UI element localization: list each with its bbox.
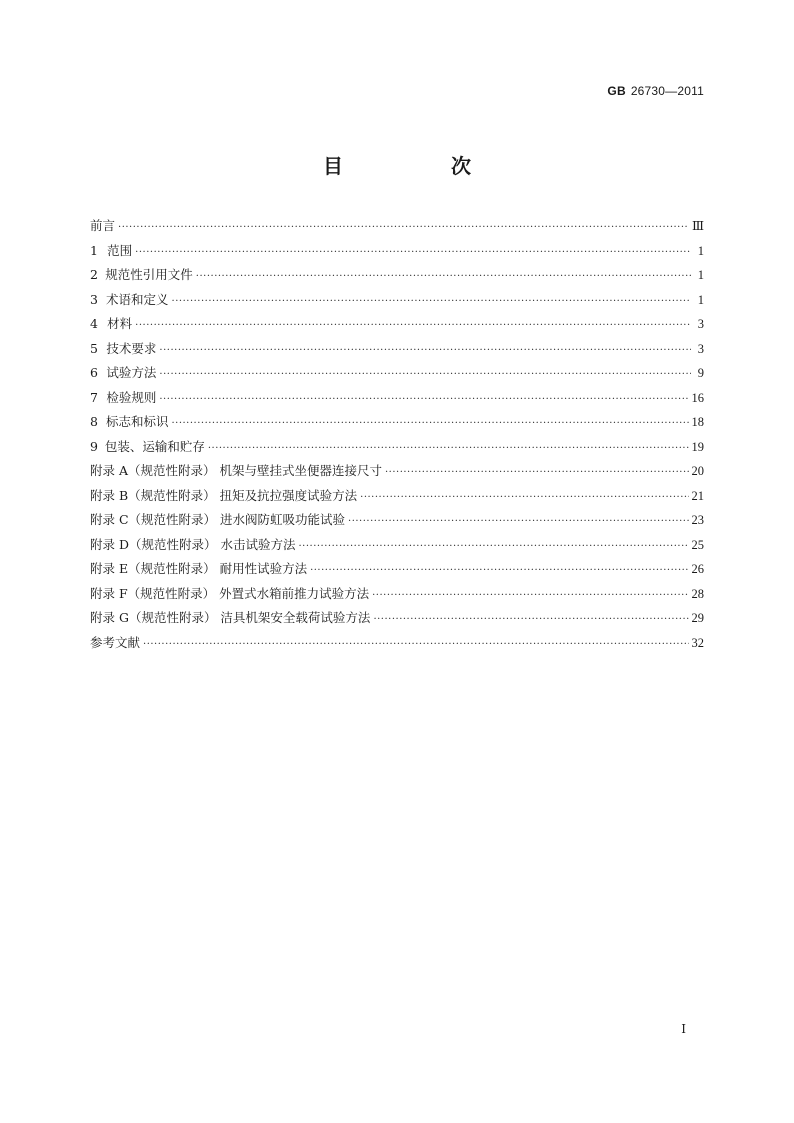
toc-entry-label: 材料	[107, 316, 133, 331]
toc-dot-leader	[159, 365, 691, 378]
toc-entry-label: 包装、运输和贮存	[104, 438, 205, 454]
toc-dot-leader	[196, 267, 691, 280]
toc-entry[interactable]	[90, 265, 704, 290]
toc-dot-leader	[348, 512, 688, 525]
toc-entry-page: 25	[691, 537, 704, 552]
toc-dot-leader	[208, 439, 689, 452]
toc-entry-label: 附录 C（规范性附录） 进水阀防虹吸功能试验	[90, 512, 346, 527]
toc-entry-number: 9	[90, 438, 98, 454]
toc-entry-page: 26	[691, 562, 704, 576]
toc-entry[interactable]	[90, 559, 704, 584]
toc-entry-number: 4	[90, 316, 98, 331]
toc-dot-leader	[385, 463, 689, 476]
toc-entry-number: 6	[90, 365, 98, 380]
toc-entry-page: Ⅲ	[691, 219, 704, 233]
toc-entry[interactable]	[90, 510, 704, 535]
toc-entry-number: 3	[90, 291, 98, 307]
toc-entry[interactable]	[90, 608, 704, 633]
toc-dot-leader	[159, 390, 688, 403]
toc-dot-leader	[310, 561, 688, 574]
toc-entry[interactable]	[90, 633, 704, 658]
toc-entry[interactable]	[90, 363, 704, 388]
toc-entry-label: 附录 B（规范性附录） 扭矩及抗拉强度试验方法	[90, 487, 358, 503]
toc-entry[interactable]	[90, 339, 704, 364]
toc-entry-page: 19	[691, 439, 704, 454]
toc-entry-label: 附录 A（规范性附录） 机架与壁挂式坐便器连接尺寸	[90, 463, 382, 478]
toc-entry-label: 范围	[107, 242, 133, 258]
toc-entry-label: 附录 G（规范性附录） 洁具机架安全载荷试验方法	[90, 610, 371, 625]
toc-entry-number: 2	[90, 267, 98, 282]
toc-entry-number: 1	[90, 242, 98, 258]
toc-title: 目 次	[323, 154, 515, 178]
toc-entry-page: 1	[697, 268, 704, 282]
toc-entry-label: 试验方法	[106, 365, 157, 380]
toc-entry-number: 7	[90, 389, 98, 405]
toc-dot-leader	[135, 316, 691, 329]
toc-entry-page: 18	[691, 415, 704, 429]
toc-entry-number: 5	[90, 340, 98, 356]
toc-entry-page: 21	[691, 488, 704, 503]
toc-entry-label: 前言	[90, 218, 116, 233]
toc-entry[interactable]	[90, 241, 704, 266]
toc-dot-leader	[143, 635, 688, 648]
toc-dot-leader	[298, 537, 688, 550]
standard-prefix: GB	[607, 84, 626, 98]
toc-entry-label: 参考文献	[90, 634, 141, 650]
toc-entry-page: 23	[691, 513, 704, 527]
toc-entry-label: 标志和标识	[105, 414, 169, 429]
toc-dot-leader	[373, 610, 688, 623]
toc-entry-page: 9	[697, 366, 704, 380]
toc-entry-label: 规范性引用文件	[105, 267, 193, 282]
toc-entry-page: 29	[691, 611, 704, 625]
table-of-contents	[90, 216, 704, 657]
toc-entry-page: 20	[691, 464, 704, 478]
toc-entry[interactable]	[90, 216, 704, 241]
toc-entry[interactable]	[90, 412, 704, 437]
toc-entry-label: 术语和定义	[106, 291, 169, 307]
toc-entry-page: 16	[691, 390, 704, 405]
toc-dot-leader	[118, 218, 689, 231]
toc-dot-leader	[360, 488, 688, 501]
toc-entry-page: 3	[697, 317, 704, 331]
toc-entry-label: 附录 F（规范性附录） 外置式水箱前推力试验方法	[90, 585, 370, 601]
toc-entry-page: 1	[697, 292, 704, 307]
toc-entry-page: 3	[697, 341, 704, 356]
toc-dot-leader	[172, 292, 691, 305]
toc-entry-label: 附录 D（规范性附录） 水击试验方法	[90, 536, 296, 552]
toc-entry-label: 技术要求	[106, 340, 157, 356]
page-number: Ⅰ	[681, 1022, 686, 1036]
toc-entry[interactable]	[90, 290, 704, 315]
toc-entry-page: 28	[691, 586, 704, 601]
toc-dot-leader	[372, 586, 688, 599]
toc-dot-leader	[135, 243, 691, 256]
toc-entry[interactable]	[90, 388, 704, 413]
toc-entry-label: 附录 E（规范性附录） 耐用性试验方法	[90, 561, 308, 576]
standard-code	[607, 84, 704, 98]
toc-entry[interactable]	[90, 437, 704, 462]
toc-dot-leader	[171, 414, 688, 427]
toc-entry-page: 1	[697, 243, 704, 258]
toc-entry-number: 8	[90, 414, 98, 429]
toc-entry[interactable]	[90, 461, 704, 486]
toc-entry-label: 检验规则	[106, 389, 157, 405]
toc-entry-page: 32	[691, 635, 704, 650]
toc-entry[interactable]	[90, 314, 704, 339]
toc-entry[interactable]	[90, 584, 704, 609]
toc-dot-leader	[159, 341, 691, 354]
toc-entry[interactable]	[90, 486, 704, 511]
toc-entry[interactable]	[90, 535, 704, 560]
standard-number: 26730—2011	[630, 84, 704, 98]
